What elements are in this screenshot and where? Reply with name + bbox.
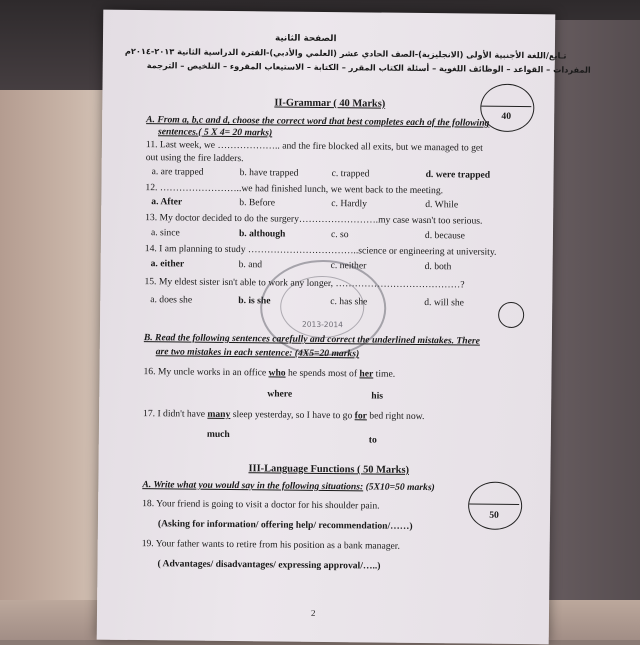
score-grammar: 40	[501, 110, 512, 122]
header-line-1: تـابع/اللغة الأجنبية الأولى (الانجليزية)-الصف الحادي عشر (العلمي والأدبي)-الفترة الدراسية الثانية ٢٠١٣-٢٠١٤م	[124, 45, 567, 61]
option-12d: d. While	[425, 199, 459, 211]
part-a-instruction: A. From a, b,c and d, choose the correct word that best completes each of the following	[146, 114, 490, 129]
q17-correction-2: to	[368, 434, 377, 446]
option-15a: a. does she	[150, 294, 193, 306]
q16-mistake-1: who	[268, 367, 286, 379]
part-b-instruction-marks: are two mistakes in each sentence: (4X5=20 marks)	[155, 346, 360, 360]
option-14b: b. and	[238, 259, 263, 271]
option-11c: c. trapped	[331, 168, 370, 180]
option-15c: c. has she	[330, 296, 368, 308]
q17-text-3: bed right now.	[366, 410, 425, 423]
option-12b: b. Before	[239, 197, 276, 209]
question-19: 19. Your father wants to retire from his position as a bank manager.	[141, 538, 400, 552]
option-13a: a. since	[150, 227, 180, 239]
question-11-cont: out using the fire ladders.	[145, 152, 244, 165]
score-language: 50	[489, 509, 499, 521]
question-14: 14. I am planning to study ……………………………..science or engineering at university.	[144, 243, 497, 258]
question-12: 12. ……………………..we had finished lunch, we went back to the meeting.	[145, 182, 444, 197]
question-15: 15. My eldest sister isn't able to work any longer, …………………………………?	[144, 276, 465, 291]
option-11a: a. are trapped	[151, 166, 204, 178]
option-11d-answer: d. were trapped	[425, 169, 491, 181]
q17-mistake-2: for	[354, 410, 367, 422]
language-instruction	[142, 479, 435, 493]
page-label-arabic: الصفحة الثانية	[274, 33, 337, 45]
score-circle-language	[468, 481, 522, 530]
q17-text-1: 17. I didn't have	[143, 408, 208, 420]
language-instruction-text: A. Write what you would say in the following situations:	[142, 479, 364, 493]
question-19-hint: ( Advantages/ disadvantages/ expressing approval/…..)	[157, 558, 381, 572]
option-14c: c. neither	[330, 260, 367, 272]
question-18: 18. Your friend is going to visit a doctor for his shoulder pain.	[142, 498, 380, 512]
q16-text-3: time.	[373, 368, 396, 380]
q16-correction-2: his	[371, 390, 384, 402]
option-11b: b. have trapped	[239, 167, 299, 179]
question-11: 11. Last week, we ……………….. and the fire blocked all exits, but we managed to get	[145, 139, 483, 154]
header-line-2: المفردات – القواعد – الوظائف اللغوية – أسئلة الكتاب المقرر – الكتابة – الاستيعاب المقروء – التلخيص – الترجمة	[146, 60, 591, 75]
exam-page	[97, 10, 591, 645]
stamp-year: 2013-2014	[301, 319, 343, 330]
question-13: 13. My doctor decided to do the surgery…………………….my case wasn't too serious.	[145, 212, 483, 227]
language-instruction-marks: (5X10=50 marks)	[365, 481, 435, 494]
question-16	[143, 366, 395, 380]
q17-text-2: sleep yesterday, so I have to go	[230, 409, 355, 422]
option-14a-answer: a. either	[150, 258, 185, 270]
option-14d: d. both	[424, 261, 452, 273]
question-17	[143, 408, 424, 422]
q16-text-2: he spends most of	[285, 367, 360, 380]
q17-correction-1: much	[206, 428, 230, 440]
option-13c: c. so	[330, 229, 349, 241]
q16-text-1: 16. My uncle works in an office	[143, 366, 269, 379]
q16-correction-1: where	[267, 388, 293, 400]
language-section-title: III-Language Functions ( 50 Marks)	[248, 463, 410, 476]
part-b-instruction: B. Read the following sentences carefully and correct the underlined mistakes. There	[143, 332, 480, 347]
option-15d: d. will she	[424, 297, 465, 309]
option-13b-answer: b. although	[238, 228, 286, 240]
part-a-instruction-marks: sentences.( 5 X 4= 20 marks)	[157, 126, 273, 139]
q17-mistake-1: many	[207, 408, 231, 421]
option-12c: c. Hardly	[331, 198, 368, 210]
option-12a-answer: a. After	[151, 196, 183, 208]
question-18-hint: (Asking for information/ offering help/ recommendation/……)	[157, 518, 413, 532]
option-13d: d. because	[424, 230, 465, 242]
option-15b-answer: b. is she	[238, 295, 271, 307]
grammar-section-title: II-Grammar ( 40 Marks)	[274, 97, 386, 110]
page-number: 2	[310, 607, 316, 618]
score-circle-empty	[498, 302, 524, 328]
q16-mistake-2: her	[359, 368, 374, 380]
